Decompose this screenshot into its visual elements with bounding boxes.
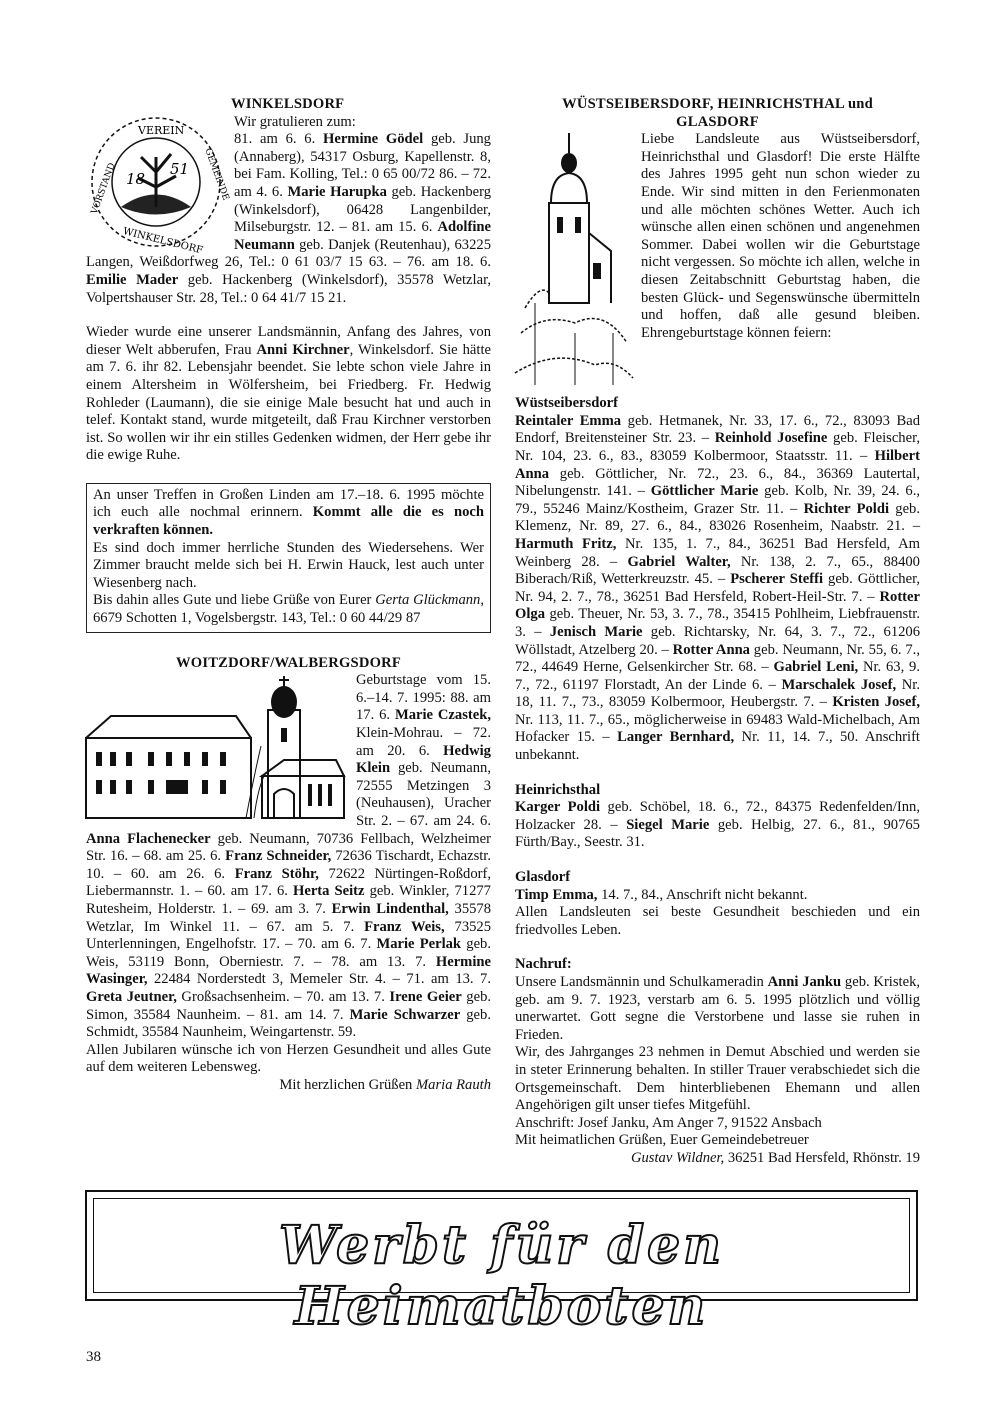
page-number: 38 bbox=[86, 1349, 101, 1365]
woitzdorf-signature: Mit herzlichen Grüßen Maria Rauth bbox=[279, 1076, 491, 1093]
birthday-details: geb. Göttlicher, Nr. 94, 2. 7., 78., 36251 Bad Hersfeld, Robert-Heil-Str. 7. – bbox=[515, 571, 920, 605]
svg-text:51: 51 bbox=[170, 159, 190, 178]
birthday-name: Kristen Josef, bbox=[832, 694, 920, 711]
birthday-name: Rotter Olga bbox=[515, 588, 920, 623]
birthday-details: Nr. 138, 2. 7., 65., 88400 Biberach/Riß, Wetterkreuzstr. 45. – bbox=[515, 553, 920, 588]
left-column bbox=[86, 96, 491, 1094]
svg-text:VEREIN: VEREIN bbox=[138, 123, 185, 137]
birthday-details: Nr. 113, 11. 7., 65., möglicherweise in 69483 Wald-Michelbach, Am Hofacker 15. – bbox=[515, 711, 920, 746]
birthday-details: geb. Göttlicher, Nr. 72., 23. 6., 84., 36369 Lautertal, Nibelungenstr. 141. – bbox=[515, 465, 920, 500]
woitzdorf-closing: Allen Jubilaren wünsche ich von Herzen Gesundheit und alles Gute auf dem weiteren Lebensweg. bbox=[86, 1041, 491, 1076]
subheading-heinrichsthal: Heinrichsthal bbox=[515, 781, 601, 798]
birthday-name: Pscherer Steffi bbox=[730, 571, 824, 588]
birthday-details: geb. Fleischer, Nr. 104, 23. 6., 83., 83059 Kolbermoor, Staatsstr. 11. – bbox=[515, 430, 920, 464]
nachruf-address: Anschrift: Josef Janku, Am Anger 7, 91522 Ansbach bbox=[515, 1114, 822, 1131]
woitzdorf-birthdays: Geburtstage vom 15. 6.–14. 7. 1995: 88. am 17. 6. Marie Czastek, Klein-Mohrau. – 72. am 20. 6. Hedwig Klein geb. Neumann, 72555 Metzingen 3 (Neuhausen), Uracher Str. 2. – 67. am 24. 6. Anna Flachenecker geb. Neumann, 70736 Fellbach, Welzheimer Str. 16. – 68. am 25. 6. Franz Schneider, 72636 Tischardt, Echazstr. 10. – 60. am 26. 6. Franz Stöhr, 72622 Nürtingen-Roßdorf, Liebermannstr. 1. – 60. am 17. 6. Herta Seitz geb. Winkler, 71277 Rutesheim, Holderstr. 1. – 69. am 3. 7. Erwin Lindenthal, 35578 Wetzlar, Im Winkel 11. – 67. am 5. 7. Franz Weis, 73525 Unterlenningen, Engelhofstr. 17. – 70. am 6. 7. Marie Perlak geb. Weis, 53119 Bonn, Oberniestr. 7. – 78. am 13. 7. Hermine Wasinger, 22484 Norderstedt 3, Memeler Str. 4. – 71. am 13. 7. Greta Jeutner, Großsachsenheim. – 70. am 13. 7. Irene Geier geb. Simon, 35584 Naunheim. – 81. am 14. 7. Marie Schwarzer geb. Schmidt, 35584 Naunheim, Weingartenstr. 59. bbox=[86, 672, 492, 1041]
section-title-winkelsdorf: WINKELSDORF bbox=[231, 96, 345, 112]
birthday-name: Reintaler Emma bbox=[515, 412, 622, 429]
birthday-name: Hilbert Anna bbox=[515, 447, 920, 482]
glasdorf-wishes: Allen Landsleuten sei beste Gesundheit beschieden und ein friedvolles Leben. bbox=[515, 904, 920, 938]
birthday-details: geb. Klemenz, Nr. 89, 27. 6., 84., 83026 Rosenheim, Naabstr. 21. – bbox=[515, 500, 921, 535]
birthday-name: Richter Poldi bbox=[803, 500, 890, 517]
right-signature: Gustav Wildner, 36251 Bad Hersfeld, Rhönstr. 19 bbox=[630, 1149, 920, 1166]
heinrichsthal-list: Karger Poldi geb. Schöbel, 18. 6., 72., 84375 Redenfelden/Inn, Holzacker 28. – Siegel Marie geb. Helbig, 27. 6., 81., 90765 Fürth/Bay., Seestr. 31. bbox=[515, 799, 920, 851]
birthday-details: geb. Richtarsky, Nr. 64, 3. 7., 72., 61206 Wöllstadt, Atzelberg 20. – bbox=[515, 623, 921, 658]
right-intro: Liebe Landsleute aus Wüstseibersdorf, Heinrichsthal und Glasdorf! Die erste Hälfte des Jahres 1995 geht nun schon wieder zu Ende. Wir sind mitten in den Ferienmonaten und alle möchten schönes Wetter. Auch ich wünsche allen einen schönen und angenehmen Sommer. Dabei wollen wir die Geburtstage nicht vergessen. So möchte ich allen, welche in diesen Zeitabschnitt Geburtstag haben, die besten Glück- und Segenswünsche übermitteln und hoffen, daß alle gesund bleiben. Ehrengeburtstage können feiern: bbox=[641, 131, 920, 341]
heimatbote-banner bbox=[85, 1190, 918, 1337]
church-illustration bbox=[86, 676, 348, 826]
birthday-name: Gabriel Walter, bbox=[627, 553, 731, 570]
birthday-details: geb. Kolb, Nr. 39, 24. 6., 79., 55246 Mainz/Kostheim, Grazer Str. 11. – bbox=[515, 483, 920, 517]
winkelsdorf-birthdays: 81. am 6. 6. Hermine Gödel geb. Jung (Annaberg), 54317 Osburg, Kapellenstr. 8, bei Fam. Kolling, Tel.: 0 65 00/72 86. – 72. am 4. 6. Marie Harupka geb. Hackenberg (Winkelsdorf), 06428 Langenbilder, Milseburgstr. 12. – 81. am 15. 6. Adolfine Neumann geb. Danjek (Reutenhau), 63225 Langen, Weißdorfweg 26, Tel.: 0 61 03/7 15 63. – 76. am 18. 6. Emilie Mader geb. Hackenberg (Winkelsdorf), 35578 Wetzlar, Volpertshauser Str. 28, Tel.: 0 64 41/7 15 21. bbox=[86, 131, 491, 306]
birthday-name: Marschalek Josef, bbox=[781, 676, 897, 693]
birthday-details: Nr. 18, 11. 7., 73., 83059 Kolbermoor, Heubergstr. 7. – bbox=[515, 676, 921, 711]
svg-text:18: 18 bbox=[126, 169, 146, 188]
banner-text: Werbt für den Heimatboten bbox=[278, 1215, 725, 1337]
birthday-name: Reinhold Josefine bbox=[714, 430, 828, 447]
nachruf-text: Unsere Landsmännin und Schulkameradin Anni Janku geb. Kristek, geb. am 9. 7. 1923, verstarb am 6. 5. 1995 plötzlich und völlig unerwartet. Gott segne die Verstorbene und lasse sie ruhen in Frieden. bbox=[515, 974, 921, 1043]
subheading-glasdorf: Glasdorf bbox=[515, 869, 571, 886]
nachruf-farewell: Wir, des Jahrganges 23 nehmen in Demut Abschied und werden sie in steter Erinnerung behalten. In stiller Trauer verabschiedet sich die Ortsgemeinschaft. Dem hinterbliebenen Ehemann und allen Angehörigen gilt unser tiefes Mitgefühl. bbox=[515, 1044, 920, 1114]
winkelsdorf-intro: Wir gratulieren zum: bbox=[234, 113, 356, 130]
birthday-name: Göttlicher Marie bbox=[650, 483, 759, 500]
birthday-details: geb. Theuer, Nr. 53, 3. 7., 78., 35415 Pohlheim, Liebfrauenstr. 3. – bbox=[515, 606, 920, 640]
birthday-name: Harmuth Fritz, bbox=[515, 535, 617, 552]
winkelsdorf-obituary: Wieder wurde eine unserer Landsmännin, Anfang des Jahres, von dieser Welt abberufen, Frau Anni Kirchner, Winkelsdorf. Sie hätte am 7. 6. ihr 82. Lebensjahr beendet. Sie lebte schon viele Jahre in einem Altersheim in Wölfersheim, bei Friedberg. Fr. Hedwig Rohleder (Laumann), die sie einige Male besucht hat und auch in telef. Kontakt stand, wurde mitgeteilt, daß Frau Kirchner verstorben ist. So wollen wir ihr ein stilles Gedenken widmen, der Herr gebe ihr die ewige Ruhe. bbox=[86, 324, 491, 464]
birthday-name: Rotter Anna bbox=[672, 641, 750, 658]
subheading-wuestseibersdorf: Wüstseibersdorf bbox=[515, 395, 618, 412]
right-column bbox=[515, 96, 920, 1168]
birthday-details: Nr. 135, 1. 7., 84., 36251 Bad Hersfeld, Am Weinberg 28. – bbox=[515, 535, 920, 570]
section-title-woitzdorf: WOITZDORF/WALBERGSDORF bbox=[176, 654, 401, 671]
winkelsdorf-seal bbox=[86, 112, 231, 257]
birthday-details: Nr. 11, 14. 7., 50. Anschrift unbekannt. bbox=[515, 729, 920, 764]
svg-text:VORSTAND: VORSTAND bbox=[89, 161, 118, 216]
svg-text:WINKELSDORF: WINKELSDORF bbox=[121, 225, 204, 257]
section-title-wuestseibersdorf: WÜSTSEIBERSDORF, HEINRICHSTHAL und bbox=[562, 96, 873, 112]
wuestseibersdorf-list bbox=[515, 413, 920, 765]
birthday-details: geb. Hetmanek, Nr. 33, 17. 6., 72., 83093 Bad Endorf, Breitensteiner Str. 23. – bbox=[515, 412, 920, 447]
svg-text:GEMEINDE: GEMEINDE bbox=[202, 146, 231, 202]
meeting-notice-box: An unser Treffen in Großen Linden am 17.–18. 6. 1995 möchte ich euch alle nochmal erinnern. Kommt alle die es noch verkraften können. Es sind doch immer herrliche Stunden des Wiedersehens. Wer Zimmer braucht melde sich bei H. Erwin Hauck, lest auch unter Wiesenberg nach. Bis dahin alles Gute und liebe Grüße von Eurer Gerta Glückmann, 6679 Schotten 1, Vogelsbergstr. 143, Tel.: 0 60 44/29 87 bbox=[86, 483, 491, 633]
birthday-name: Langer Bernhard, bbox=[617, 729, 735, 746]
nachruf-greeting: Mit heimatlichen Grüßen, Euer Gemeindebetreuer bbox=[515, 1132, 809, 1149]
birthday-name: Jenisch Marie bbox=[549, 623, 643, 640]
chapel-illustration bbox=[515, 133, 633, 385]
subheading-nachruf: Nachruf: bbox=[515, 956, 572, 973]
glasdorf-list: Timp Emma, 14. 7., 84., Anschrift nicht bekannt. bbox=[515, 886, 808, 903]
birthday-name: Gabriel Leni, bbox=[773, 659, 859, 676]
birthday-details: geb. Neumann, Nr. 55, 6. 7., 72., 44649 Herne, Gelsenkircher Str. 68. – bbox=[515, 641, 920, 676]
section-title-glasdorf: GLASDORF bbox=[676, 113, 759, 130]
birthday-details: Nr. 63, 9. 7., 72., 61197 Florstadt, An der Linde 6. – bbox=[515, 659, 920, 693]
